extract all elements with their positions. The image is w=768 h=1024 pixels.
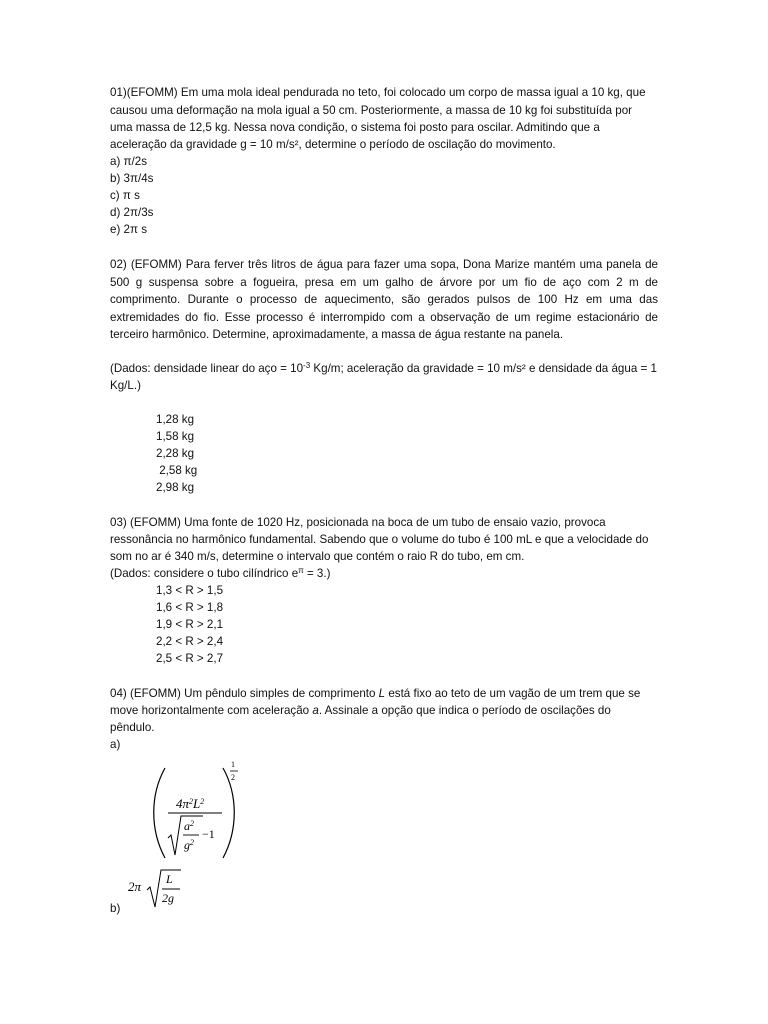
q2-paragraph: 02) (EFOMM) Para ferver três litros de água para fazer uma sopa, Dona Marize mantém uma panela de 500 g suspensa sobre a fogueira, presa em um galho de árvore por um fio de aço com 2 m de comprimento. Durante o processo de aquecimento, são gerados pulsos de 100 Hz em uma das extremidades do fio. Esse processo é interrompido com a observação de um regime estacionário de terceiro harmônico. Determine, aproximadamente, a massa de água restante na panela. [110, 258, 658, 341]
q2-option-4: 2,58 kg [156, 464, 198, 477]
q3-option-4: 2,2 < R > 2,4 [156, 635, 224, 648]
q1-option-a: a) π/2s [110, 155, 147, 168]
q4-option-a-label: a) [110, 738, 121, 751]
q4-formula-b-num: L [166, 872, 173, 886]
q3-option-5: 2,5 < R > 2,7 [156, 652, 224, 665]
q3-option-3: 1,9 < R > 2,1 [156, 618, 224, 631]
q3-line-1: 03) (EFOMM) Uma fonte de 1020 Hz, posicionada na boca de um tubo de ensaio vazio, provoca [110, 516, 606, 529]
q2-option-5: 2,98 kg [156, 481, 195, 494]
q1-line-1: 01)(EFOMM) Em uma mola ideal pendurada no teto, foi colocado um corpo de massa igual a 10 kg, que [110, 86, 646, 99]
q4-formula-b-coef: 2π [128, 879, 142, 894]
q3-line-2: ressonância no harmônico fundamental. Sabendo que o volume do tubo é 100 mL e que a velocidade do [110, 533, 649, 546]
q1-option-e: e) 2π s [110, 223, 147, 236]
q2-data-line-1: (Dados: densidade linear do aço = $10^{-3}$ Kg/m; aceleração da gravidade = 10 m/s² e densidade da água = 1 [110, 361, 657, 375]
q1-option-b: b) 3π/4s [110, 172, 154, 185]
q4-formula-a-numerator: $4\pi^2L^2$ [176, 796, 205, 811]
q2-data-line-2: Kg/L.) [110, 379, 141, 392]
q1-option-c: c) π s [110, 189, 140, 202]
q4-formula-a-minus-one: −1 [202, 827, 215, 841]
q4-line-1: 04) (EFOMM) Um pêndulo simples de comprimento L está fixo ao teto de um vagão de um trem que se [110, 687, 641, 700]
q4-line-3: pêndulo. [110, 721, 155, 734]
q1-line-2: causou uma deformação na mola igual a 50 cm. Posteriormente, a massa de 10 kg foi substituída por [110, 104, 633, 117]
q3-option-2: 1,6 < R > 1,8 [156, 601, 224, 614]
q3-data-line: (Dados: considere o tubo cilíndrico $e^\pi = 3$.) [110, 566, 331, 580]
q3-option-1: 1,3 < R > 1,5 [156, 584, 224, 597]
q2-option-3: 2,28 kg [156, 447, 195, 460]
q4-formula-a-exp-den: 2 [231, 773, 235, 782]
q1-line-3: uma massa de 12,5 kg. Nessa nova condição, o sistema foi posto para oscilar. Admitindo que a [110, 121, 600, 134]
q1-line-4: aceleração da gravidade g = 10 m/s², determine o período de oscilação do movimento. [110, 138, 556, 151]
q1-option-d: d) 2π/3s [110, 206, 154, 219]
q2-option-1: 1,28 kg [156, 413, 195, 426]
q4-formula-a-inner-num: $a^2$ [184, 819, 194, 833]
q2-option-2: 1,58 kg [156, 430, 195, 443]
q4-line-2: move horizontalmente com aceleração a. Assinale a opção que indica o período de oscilações do [110, 704, 611, 717]
q4-formula-a-inner-den: $g^2$ [184, 838, 194, 852]
q3-line-3: som no ar é 340 m/s, determine o intervalo que contém o raio R do tubo, em cm. [110, 550, 525, 563]
q4-option-b-label: b) [110, 902, 121, 915]
q4-formula-b-den: 2g [162, 891, 174, 905]
q4-formula-a-exp-num: 1 [231, 760, 235, 769]
